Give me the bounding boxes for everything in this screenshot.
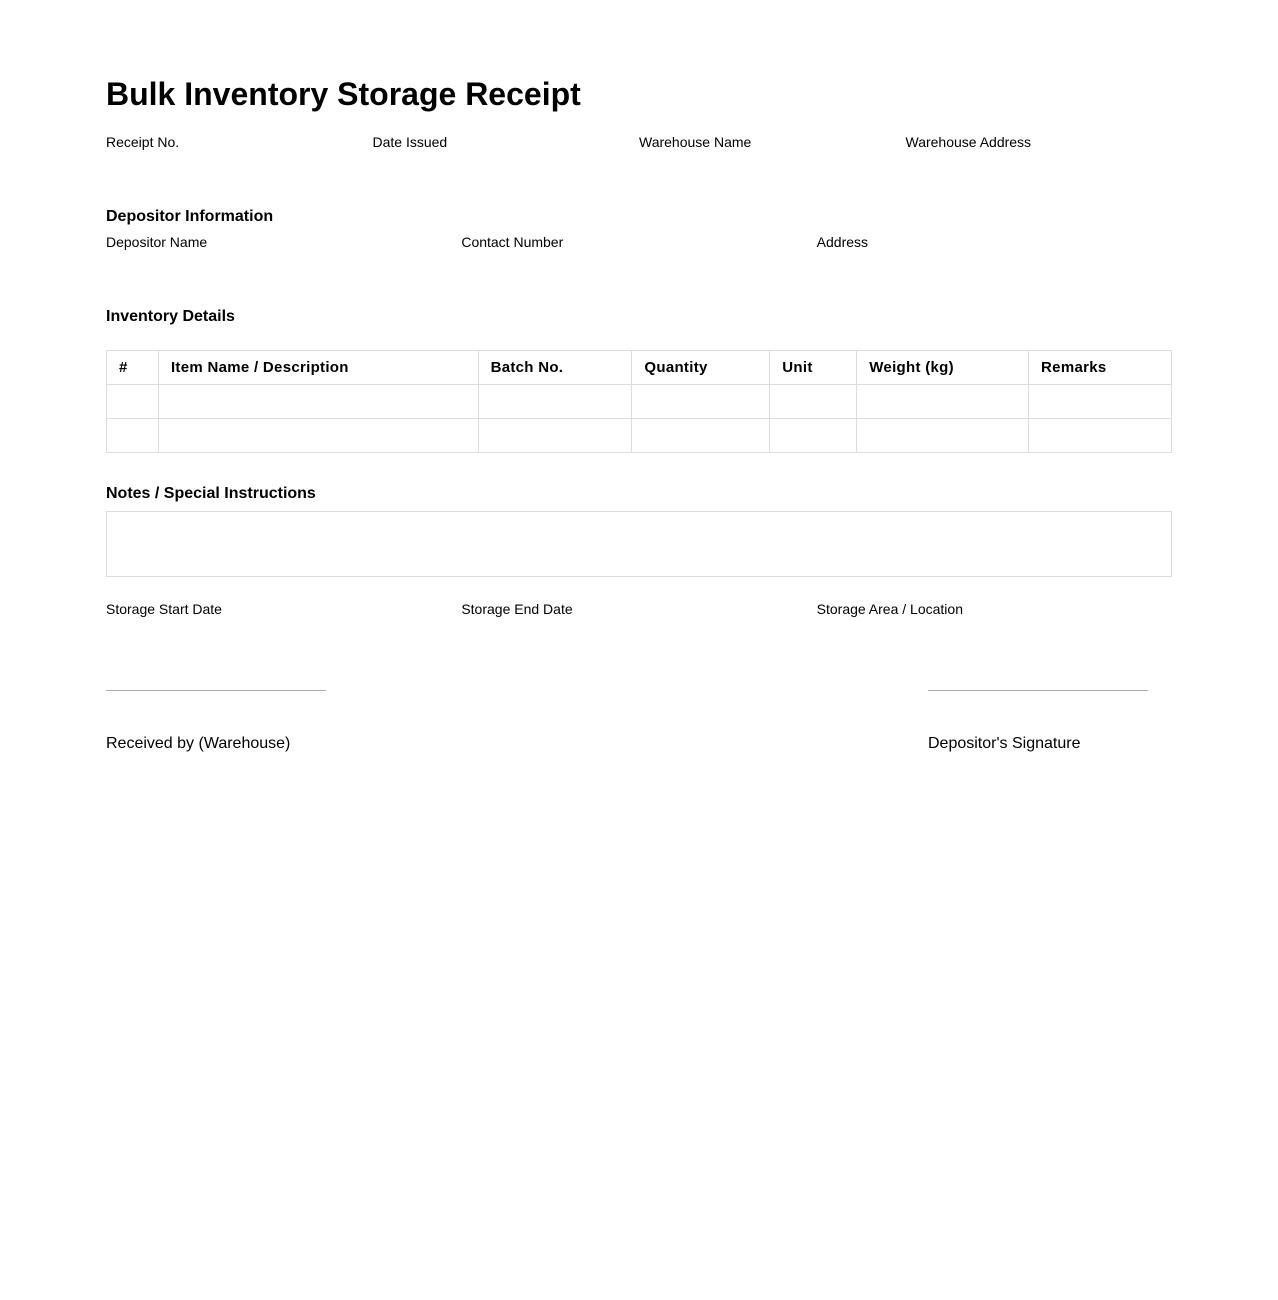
receipt-no-label: Receipt No. (106, 134, 180, 150)
warehouse-address-label: Warehouse Address (905, 134, 1032, 150)
table-cell[interactable] (478, 385, 632, 419)
table-cell[interactable] (632, 419, 770, 453)
depositor-fields (106, 234, 1172, 250)
storage-area-label: Storage Area / Location (816, 601, 963, 617)
table-cell[interactable] (770, 385, 857, 419)
storage-fields (106, 601, 1172, 617)
depositor-section-heading: Depositor Information (106, 208, 274, 225)
table-cell[interactable] (107, 385, 159, 419)
depositor-name-label: Depositor Name (106, 234, 208, 250)
col-header-weight: Weight (kg) (857, 351, 1029, 385)
table-cell[interactable] (1029, 385, 1172, 419)
warehouse-name-label: Warehouse Name (639, 134, 752, 150)
col-header-batch-no: Batch No. (478, 351, 632, 385)
address-label: Address (816, 234, 869, 250)
col-header-remarks: Remarks (1029, 351, 1172, 385)
table-cell[interactable] (107, 419, 159, 453)
warehouse-signature-line (106, 690, 326, 691)
col-header-quantity: Quantity (632, 351, 770, 385)
notes-box[interactable] (106, 511, 1172, 577)
table-cell[interactable] (857, 385, 1029, 419)
table-cell[interactable] (770, 419, 857, 453)
col-header-item-name: Item Name / Description (158, 351, 478, 385)
col-header-number: # (107, 351, 159, 385)
date-issued-label: Date Issued (372, 134, 448, 150)
depositor-signature-label: Depositor's Signature (928, 735, 1081, 752)
page-title: Bulk Inventory Storage Receipt (106, 76, 581, 112)
notes-section-heading: Notes / Special Instructions (106, 485, 316, 502)
col-header-unit: Unit (770, 351, 857, 385)
table-cell[interactable] (632, 385, 770, 419)
table-header-row (107, 351, 1172, 385)
table-cell[interactable] (1029, 419, 1172, 453)
warehouse-signature-label: Received by (Warehouse) (106, 735, 291, 752)
table-row (107, 419, 1172, 453)
storage-start-date-label: Storage Start Date (106, 601, 222, 617)
inventory-table (106, 350, 1172, 453)
table-cell[interactable] (158, 419, 478, 453)
depositor-signature-line (928, 690, 1148, 691)
inventory-section-heading: Inventory Details (106, 308, 235, 325)
table-cell[interactable] (478, 419, 632, 453)
header-fields (106, 134, 1172, 150)
storage-end-date-label: Storage End Date (461, 601, 573, 617)
table-cell[interactable] (857, 419, 1029, 453)
table-row (107, 385, 1172, 419)
table-cell[interactable] (158, 385, 478, 419)
contact-number-label: Contact Number (461, 234, 564, 250)
